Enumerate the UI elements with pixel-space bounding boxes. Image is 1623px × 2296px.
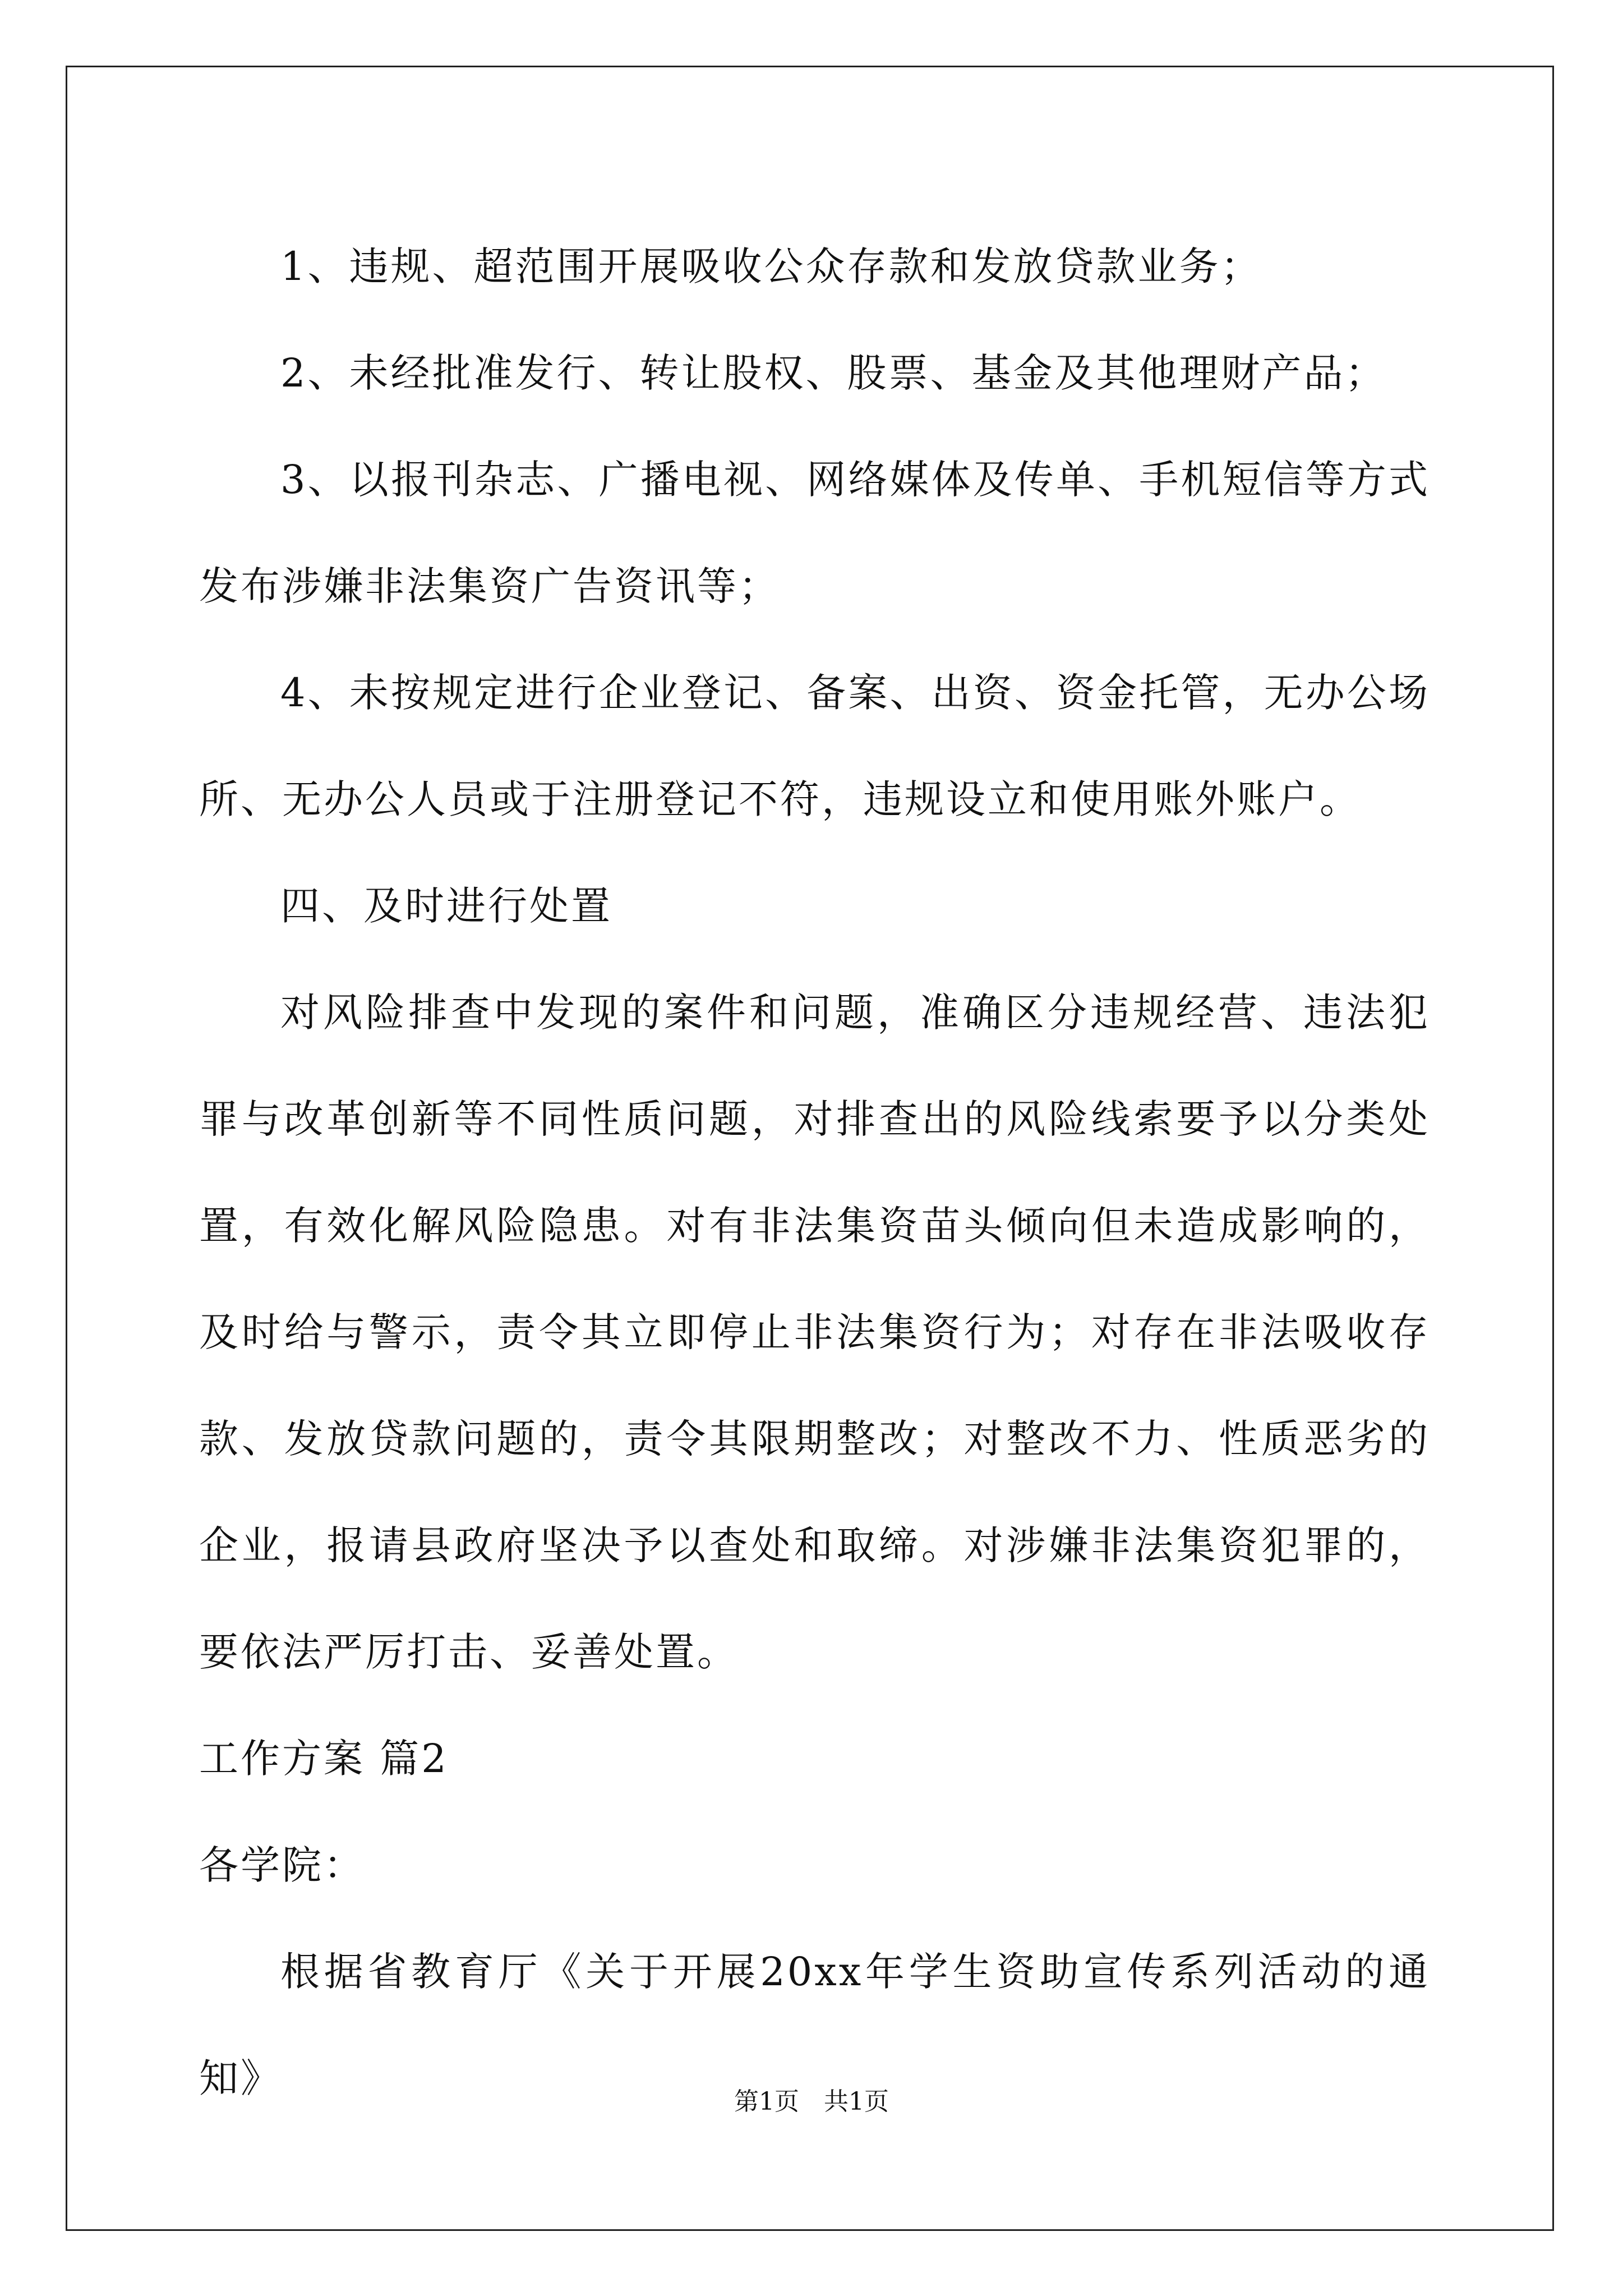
paragraph-item-3: 3、以报刊杂志、广播电视、网络媒体及传单、手机短信等方式发布涉嫌非法集资广告资讯等； [199,457,1430,609]
paragraph-body: 对风险排查中发现的案件和问题，准确区分违规经营、违法犯罪与改革创新等不同性质问题，对排查出的风险线索要予以分类处置，有效化解风险隐患。对有非法集资苗头倾向但未造成影响的，及时给与警示，责令其立即停止非法集资行为；对存在非法吸收存款、发放贷款问题的，责令其限期整改；对整改不力、性质恶劣的企业，报请县政府坚决予以查处和取缔。对涉嫌非法集资犯罪的，要依法严厉打击、妥善处置。 [199,990,1430,1675]
paragraph-notice: 根据省教育厅《关于开展20xx年学生资助宣传系列活动的通知》 [199,1949,1430,2101]
paragraph-item-1: 1、违规、超范围开展吸收公众存款和发放贷款业务； [280,243,1262,289]
paragraph-item-2: 2、未经批准发行、转让股权、股票、基金及其他理财产品； [280,350,1387,396]
document-body [199,213,1430,2132]
paragraph-item-4: 4、未按规定进行企业登记、备案、出资、资金托管，无办公场所、无办公人员或于注册登记不符，违规设立和使用账外账户。 [199,670,1430,822]
plan-title: 工作方案 篇2 [199,1736,449,1782]
section-heading: 四、及时进行处置 [280,883,612,929]
page-footer: 第1页 共1页 [734,2087,889,2116]
salutation: 各学院： [199,1842,365,1888]
